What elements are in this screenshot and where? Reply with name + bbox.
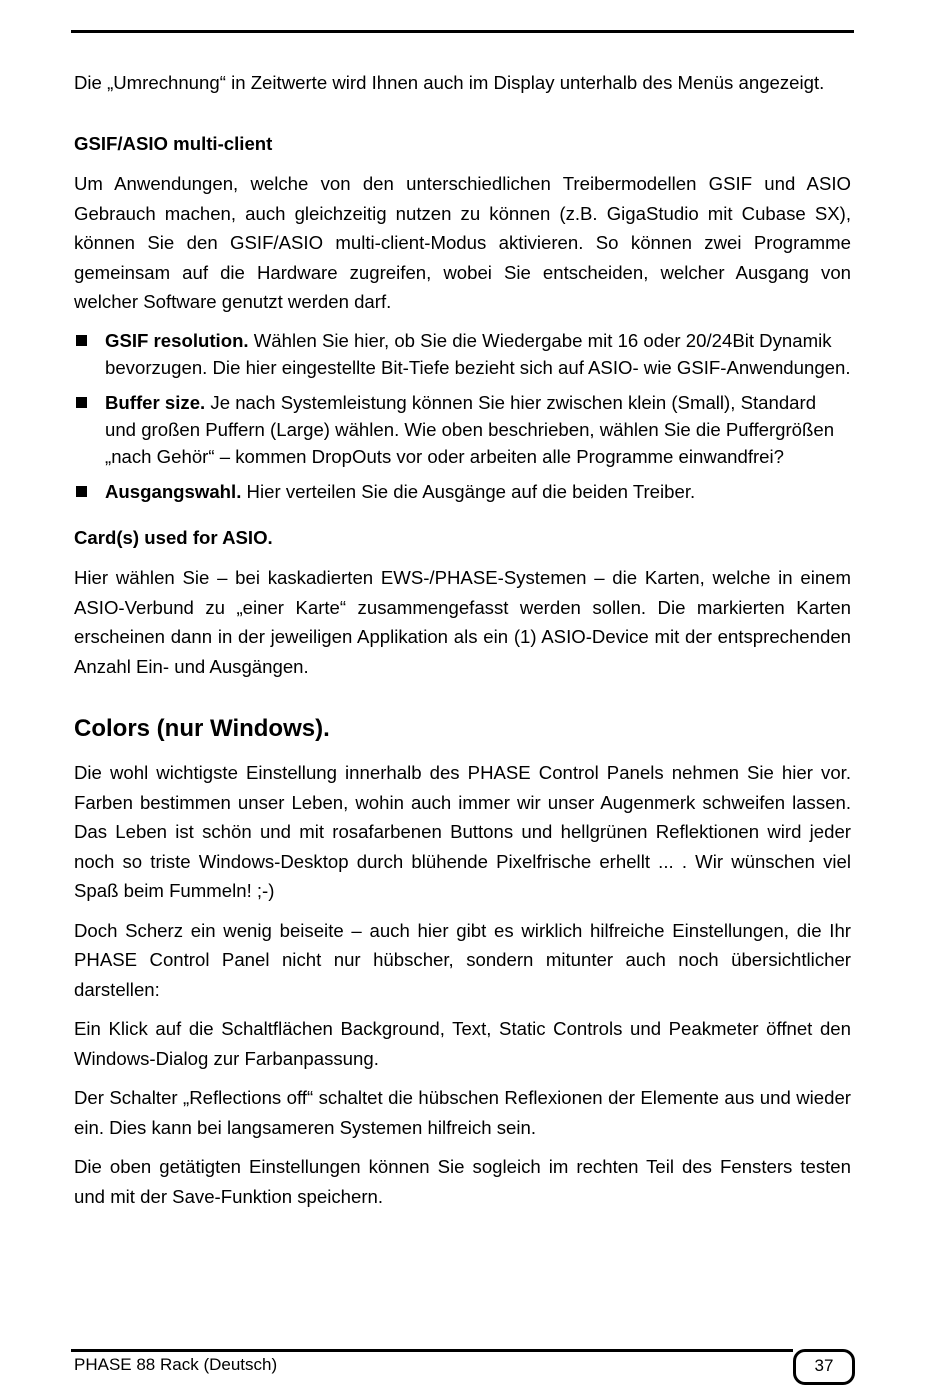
page-number: 37 bbox=[793, 1349, 855, 1385]
footer-title: PHASE 88 Rack (Deutsch) bbox=[74, 1355, 278, 1374]
colors-paragraph-3: Ein Klick auf die Schaltflächen Background, Text, Static Controls und Peakmeter öffnet den Windows-Dialog zur Farbanpassung. bbox=[74, 1018, 851, 1069]
colors-paragraph-5: Die oben getätigten Einstellungen können Sie sogleich im rechten Teil des Fensters testen und mit der Save-Funktion speichern. bbox=[74, 1156, 851, 1207]
bullet-gsif-resolution bbox=[74, 327, 851, 381]
gsif-heading: GSIF/ASIO multi-client bbox=[74, 132, 273, 154]
page-body bbox=[74, 68, 851, 1211]
bullet-square-icon bbox=[76, 397, 87, 408]
header-rule bbox=[71, 30, 854, 33]
intro-paragraph: Die „Umrechnung“ in Zeitwerte wird Ihnen auch im Display unterhalb des Menüs angezeigt. bbox=[74, 72, 825, 93]
bullet-square-icon bbox=[76, 335, 87, 346]
colors-paragraph-1: Die wohl wichtigste Einstellung innerhalb des PHASE Control Panels nehmen Sie hier vor. Farben bestimmen unser Leben, wohin auch immer wir unser Augenmerk schweifen lassen. Das Leben ist schön und mit rosafarbenen Buttons und hellgrünen Reflektionen wird jeder noch so triste Windows-Desktop durch blühende Pixelfrische erhellt ... . Wir wünschen viel Spaß beim Fummeln! ;-) bbox=[74, 762, 851, 901]
footer-rule bbox=[71, 1349, 793, 1352]
bullet-text: Hier verteilen Sie die Ausgänge auf die beiden Treiber. bbox=[241, 480, 696, 502]
cards-heading: Card(s) used for ASIO. bbox=[74, 526, 273, 548]
colors-heading: Colors (nur Windows). bbox=[74, 715, 330, 742]
bullet-square-icon bbox=[76, 486, 87, 497]
bullet-buffer-size bbox=[74, 389, 851, 470]
bullet-text: Je nach Systemleistung können Sie hier zwischen klein (Small), Standard und großen Puffern (Large) wählen. Wie oben beschrieben, wählen Sie die Puffergrößen „nach Gehör“ – kommen DropOuts vor oder arbeiten alle Programme einwandfrei? bbox=[105, 391, 835, 467]
cards-paragraph: Hier wählen Sie – bei kaskadierten EWS-/PHASE-Systemen – die Karten, welche in einem ASIO-Verbund zu „einer Karte“ zusammengefasst werden sollen. Die markierten Karten erscheinen dann in der jeweiligen Applikation als ein (1) ASIO-Device mit der entsprechenden Anzahl Ein- und Ausgängen. bbox=[74, 567, 851, 677]
gsif-paragraph: Um Anwendungen, welche von den unterschiedlichen Treibermodellen GSIF und ASIO Gebrauch machen, auch gleichzeitig nutzen zu können (z.B. GigaStudio mit Cubase SX), können Sie den GSIF/ASIO multi-client-Modus aktivieren. So können zwei Programme gemeinsam auf die Hardware zugreifen, wobei Sie entscheiden, welcher Ausgang von welcher Software genutzt werden darf. bbox=[74, 173, 851, 312]
bullet-term: Buffer size. bbox=[105, 391, 206, 413]
bullet-ausgangswahl bbox=[74, 478, 851, 505]
bullet-term: GSIF resolution. bbox=[105, 329, 249, 351]
bullet-term: Ausgangswahl. bbox=[105, 480, 242, 502]
colors-paragraph-2: Doch Scherz ein wenig beiseite – auch hier gibt es wirklich hilfreiche Einstellungen, die Ihr PHASE Control Panel nicht nur hübscher, sondern mitunter auch noch übersichtlicher darstellen: bbox=[74, 919, 851, 1000]
bullet-text: Wählen Sie hier, ob Sie die Wiedergabe mit 16 oder 20/24Bit Dynamik bevorzugen. Die hier eingestellte Bit-Tiefe bezieht sich auf ASIO- wie GSIF-Anwendungen. bbox=[105, 329, 851, 378]
gsif-bullet-list bbox=[74, 327, 851, 505]
colors-paragraph-4: Der Schalter „Reflections off“ schaltet die hübschen Reflexionen der Elemente aus und wieder ein. Dies kann bei langsameren Systemen hilfreich sein. bbox=[74, 1087, 851, 1138]
